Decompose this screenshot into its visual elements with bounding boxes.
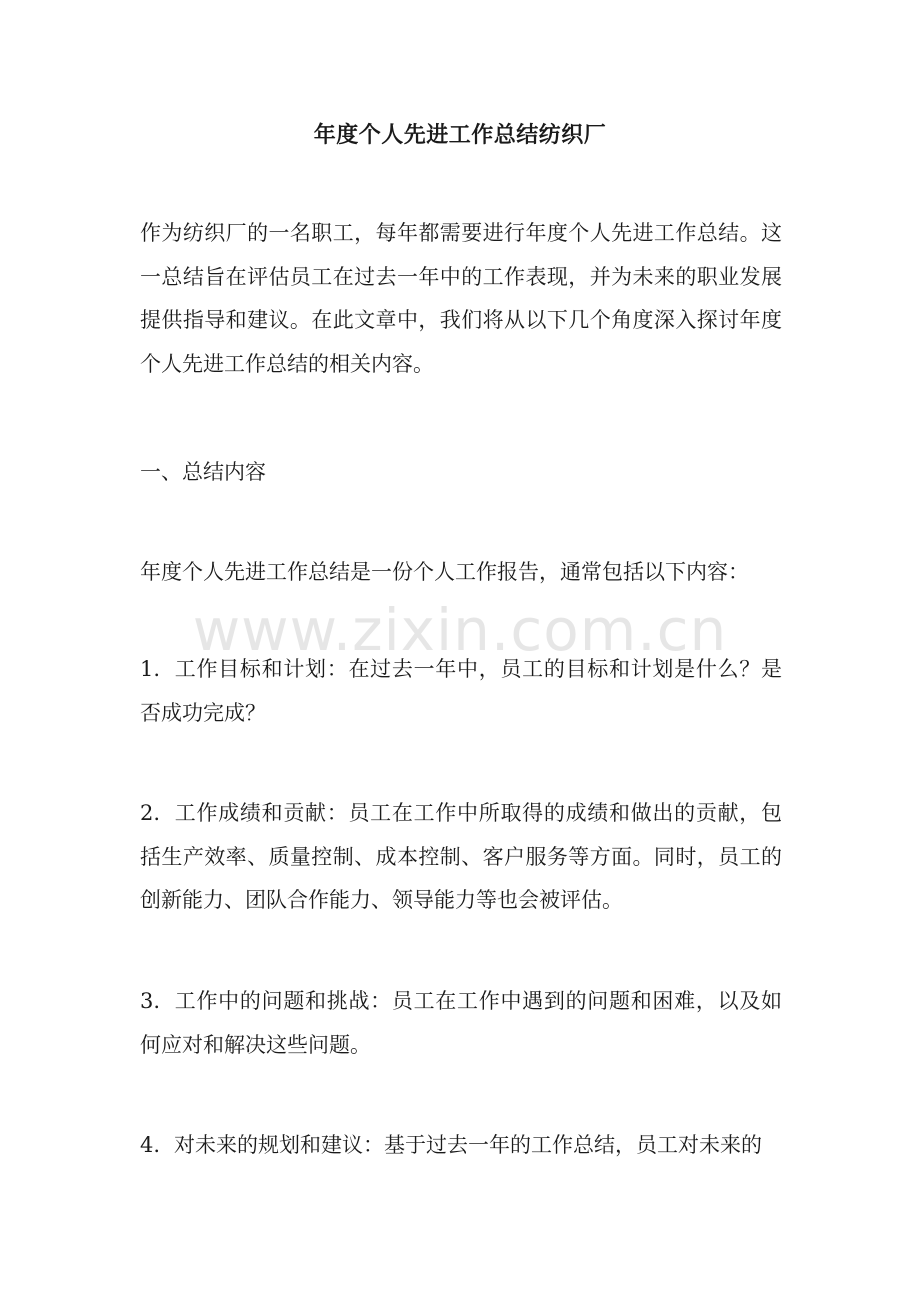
section-heading: 一、总结内容 <box>140 460 266 484</box>
list-item <box>140 792 782 923</box>
list-item-text: 工作目标和计划：在过去一年中，员工的目标和计划是什么？是否成功完成？ <box>140 657 782 725</box>
document-title: 年度个人先进工作总结纺织厂 <box>313 122 607 148</box>
watermark: www.zixin.com.cn <box>192 596 728 664</box>
list-item-text: 对未来的规划和建议：基于过去一年的工作总结，员工对未来的 <box>174 1133 763 1157</box>
list-item-number: 1. <box>140 657 161 681</box>
list-item-number: 2. <box>140 801 161 825</box>
section-lead-paragraph: 年度个人先进工作总结是一份个人工作报告，通常包括以下内容： <box>140 560 749 584</box>
list-item <box>140 648 782 735</box>
list-item-text: 工作中的问题和挑战：员工在工作中遇到的问题和困难，以及如何应对和解决这些问题。 <box>140 989 782 1057</box>
list-item <box>140 980 782 1067</box>
list-item-number: 4. <box>140 1133 161 1157</box>
list-item-text: 工作成绩和贡献：员工在工作中所取得的成绩和做出的贡献，包括生产效率、质量控制、成本控制、客户服务等方面。同时，员工的创新能力、团队合作能力、领导能力等也会被评估。 <box>140 801 782 912</box>
list-item <box>140 1124 782 1168</box>
intro-paragraph: 作为纺织厂的一名职工，每年都需要进行年度个人先进工作总结。这一总结旨在评估员工在过去一年中的工作表现，并为未来的职业发展提供指导和建议。在此文章中，我们将从以下几个角度深入探讨年度个人先进工作总结的相关内容。 <box>140 221 782 376</box>
list-item-number: 3. <box>140 989 161 1013</box>
